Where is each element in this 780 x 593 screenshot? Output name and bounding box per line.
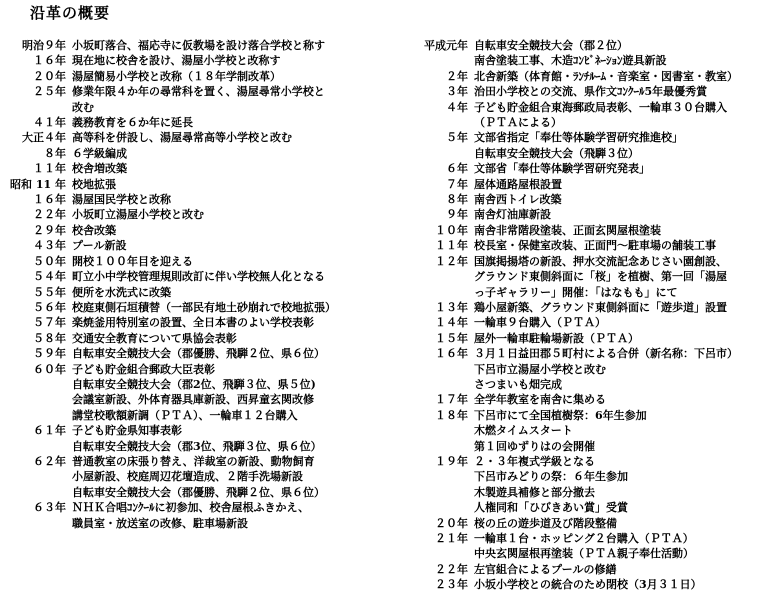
entry-year: １３年 [435,300,468,314]
history-entry [2,377,407,392]
entry-text: 子ども貯金組合郵政大臣表彰 [72,362,215,376]
history-entry [2,285,407,300]
entry-year: １１年 [435,239,468,253]
entry-text: プール新設 [72,239,127,253]
history-entry [404,562,778,577]
entry-year: １７年 [435,393,468,407]
entry-year: ６２年 [33,454,66,468]
entry-year: ２２年 [33,208,66,222]
entry-text: 校舎増改築 [72,162,127,176]
history-entry [2,439,407,454]
history-entry [404,38,778,53]
entry-text: 町立小中学校管理規則改訂に伴い学校無人化となる [72,270,325,284]
entry-year: １９年 [435,454,468,468]
entry-text: 会議室新設、外体育器具庫新設、西昇童玄関改修 [72,393,314,407]
entry-text: 一輪車１台・ホッピング２台購入（ＰＴＡ） [474,532,694,545]
history-entry [2,53,407,68]
entry-text: 校長室・保健室改装、正面門～駐車場の舗装工事 [474,239,716,253]
entry-text: ＮＨＫ合唱ｺﾝｸｰﾙに初参加、校舎屋根ふきかえ、 [72,501,310,515]
history-entry [404,546,778,561]
history-entry [2,207,407,222]
history-entry [404,408,778,423]
history-entry [2,130,407,145]
history-entry [2,177,407,192]
entry-year: １４年 [435,316,468,330]
history-entry [404,146,778,161]
entry-text: さつまいも畑完成 [474,377,562,391]
entry-text: 木製遊具補修と部分撤去 [474,485,595,499]
entry-year: １６年 [33,54,66,68]
entry-year: ８年 [44,146,66,160]
entry-text: 南舎塗装工事、木造ｺﾝﾋﾞﾈｰｼｮﾝ遊具新設 [474,54,667,68]
entry-year: ４３年 [33,239,66,253]
entry-year: ３年 [446,85,468,99]
history-column-left [2,38,407,531]
entry-text: 高等科を併設し、湯屋尋常高等小学校と改む [72,131,292,145]
entry-text: 校舎改築 [72,223,116,237]
entry-text: 楽焼釜用特別室の設置、全日本書のよい学校表彰 [72,316,314,330]
history-entry [404,346,778,361]
history-entry [2,146,407,161]
history-entry [404,269,778,284]
entry-year: ２年 [446,69,468,83]
entry-text: グラウンド東側斜面に「桜」を植樹、第一回「湯屋 [474,270,727,284]
history-entry [404,423,778,438]
entry-year: ５８年 [33,331,66,345]
entry-text: 屋外一輪車駐輪場新設（ＰＴＡ） [474,331,639,345]
entry-year: ２５年 [33,85,66,99]
history-entry [2,392,407,407]
history-entry [2,408,407,423]
entry-text: 木燃タイムスタート [474,424,573,438]
entry-text: 開校１００年目を迎える [72,254,193,268]
history-entry [404,84,778,99]
history-entry [404,100,778,115]
entry-year: １５年 [435,331,468,345]
history-entry [2,223,407,238]
entry-year: 明治９年 [22,39,66,52]
history-entry [404,192,778,207]
history-entry [404,207,778,222]
entry-text: 修業年限４か年の尋常科を置く、湯屋尋常小学校と [72,85,325,99]
history-column-right [404,38,778,593]
entry-text: 現在地に校舎を設け、湯屋小学校と改称す [72,54,281,68]
entry-year: ５５年 [33,285,66,299]
history-entry [404,130,778,145]
entry-year: １０年 [435,223,468,237]
history-entry [404,331,778,346]
entry-text: 自転車安全競技大会（郡3位、飛騨３位、県６位） [72,439,322,453]
entry-year: 大正４年 [22,131,66,145]
history-entry [404,469,778,484]
entry-text: 校地拡張 [72,177,116,191]
entry-year: ７年 [446,177,468,191]
entry-text: ３月１日益田郡５町村による合併（新名称：下呂市） [474,347,738,361]
entry-text: 改む [72,100,94,114]
history-entry [404,454,778,469]
history-entry [2,161,407,176]
entry-text: 自転車安全競技大会（郡優勝、飛騨２位、県６位） [72,485,325,499]
entry-year: １６年 [435,347,468,361]
entry-year: ５７年 [33,316,66,330]
entry-year: ６０年 [33,362,66,376]
entry-year: ４１年 [33,116,66,130]
history-entry [404,439,778,454]
entry-text: 小坂町落合、福応寺に仮教場を設け落合学校と称す [72,39,325,52]
entry-text: 桜の丘の遊歩道及び階段整備 [474,516,617,530]
entry-year: １１年 [33,162,66,176]
entry-text: 第１回ゆずりはの会開催 [474,439,595,453]
entry-year: ６１年 [33,424,66,438]
history-entry [2,331,407,346]
entry-text: 自転車安全競技大会（郡2位、飛騨３位、県５位) [72,377,316,391]
entry-year: 平成元年 [424,39,468,52]
entry-year: ２３年 [435,578,468,592]
entry-year: 昭和 11 年 [10,177,66,191]
entry-text: 人権同和「ひびきあい賞」受賞 [474,501,628,515]
history-entry [404,115,778,130]
history-entry [2,254,407,269]
history-entry [404,531,778,546]
entry-text: 全学年教室を南舎に集める [474,393,606,407]
entry-year: ５４年 [33,270,66,284]
entry-year: ５９年 [33,347,66,361]
entry-year: １２年 [435,254,468,268]
entry-text: 小屋新設、校庭周辺花壇造成、２階手洗場新設 [72,470,303,484]
entry-text: 一輪車９台購入（ＰＴＡ） [474,316,606,330]
history-entry [404,161,778,176]
entry-text: 便所を水洗式に改築 [72,285,171,299]
history-entry [404,392,778,407]
history-entry [2,84,407,99]
entry-text: 南舎非常階段塗装、正面玄関屋根塗装 [474,223,661,237]
entry-text: 子ども貯金組合東海郵政局表彰、一輪車３０台購入 [474,100,727,114]
history-entry [404,254,778,269]
entry-year: １６年 [33,193,66,207]
entry-text: 自転車安全競技大会（飛騨３位） [474,146,639,160]
entry-text: 治田小学校との交流、県作文ｺﾝｸｰﾙ5年最優秀賞 [474,85,708,99]
history-entry [2,500,407,515]
entry-text: ２・３年複式学級となる [474,454,595,468]
history-entry [404,500,778,515]
history-entry [2,238,407,253]
history-entry [2,454,407,469]
history-entry [404,362,778,377]
entry-text: 鶏小屋新築、グラウンド東側斜面に「遊歩道」設置 [474,300,727,314]
entry-text: っ子ギャラリー」開催：「はなもも」にて [474,285,678,299]
history-entry [404,223,778,238]
entry-text: 国旗掲揚塔の新設、押水交流記念あじさい園創設、 [474,254,727,268]
history-entry [2,100,407,115]
entry-text: 交通安全教育について県協会表彰 [72,331,237,345]
history-entry [2,69,407,84]
entry-text: 小坂町立湯屋小学校と改む [72,208,204,222]
entry-year: ８年 [446,193,468,207]
entry-text: 下呂市立湯屋小学校と改む [474,362,606,376]
entry-year: ２０年 [33,69,66,83]
history-entry [404,53,778,68]
history-entry [2,315,407,330]
entry-year: ２０年 [435,516,468,530]
entry-text: 文部省指定「奉仕等体験学習研究推進校」 [474,131,683,145]
history-entry [404,177,778,192]
history-entry [404,300,778,315]
history-entry [2,362,407,377]
entry-text: 講堂校歌額新調（ＰＴＡ）、一輪車１２台購入 [72,408,298,422]
entry-text: 校庭東側石垣積替（一部民有地土砂崩れで校地拡張） [72,300,336,314]
entry-text: 自転車安全競技大会（郡２位） [474,39,628,52]
entry-year: ５０年 [33,254,66,268]
entry-text: （ＰＴＡによる） [474,116,562,130]
history-entry [2,346,407,361]
entry-text: 小坂小学校との統合のため閉校（3月３１日） [474,578,702,592]
entry-text: 南舎灯油庫新設 [474,208,551,222]
entry-year: ２９年 [33,223,66,237]
entry-text: 子ども貯金県知事表彰 [72,424,182,438]
history-entry [2,192,407,207]
entry-text: 下呂市みどりの祭：６年生参加 [474,470,628,484]
history-entry [2,423,407,438]
entry-text: 下呂市にて全国植樹祭：6年生参加 [474,408,647,422]
entry-text: 中央玄関屋根再塗装（ＰＴＡ親子奉仕活動） [474,547,694,561]
entry-text: 左官組合によるプールの修繕 [474,562,617,576]
history-entry [2,269,407,284]
history-entry [404,69,778,84]
history-entry [2,516,407,531]
entry-year: ２１年 [435,532,468,545]
history-entry [2,485,407,500]
entry-text: 南舎西トイレ改築 [474,193,562,207]
entry-year: ６３年 [33,501,66,515]
history-entry [2,469,407,484]
history-entry [2,300,407,315]
entry-text: 自転車安全競技大会（郡優勝、飛騨２位、県６位） [72,347,325,361]
entry-text: 義務教育を６か年に延長 [72,116,193,130]
entry-year: ６年 [446,162,468,176]
history-entry [404,377,778,392]
entry-text: 湯屋国民学校と改称 [72,193,171,207]
entry-year: ９年 [446,208,468,222]
history-entry [404,285,778,300]
history-entry [404,315,778,330]
entry-year: ５年 [446,131,468,145]
history-entry [404,577,778,592]
entry-text: 文部省「奉仕等体験学習研究発表」 [474,162,650,176]
entry-year: １８年 [435,408,468,422]
history-entry [404,485,778,500]
entry-text: 湯屋簡易小学校と改称（１８年学制改革） [72,69,281,83]
history-entry [404,238,778,253]
entry-year: ５６年 [33,300,66,314]
entry-text: 北舎新築（体育館・ﾗﾝﾁﾙｰﾑ・音楽室・図書室・教室） [474,69,738,83]
history-entry [2,115,407,130]
entry-text: ６学級編成 [72,146,127,160]
entry-text: 職員室・放送室の改修、駐車場新設 [72,516,248,530]
page-title: 沿革の概要 [30,4,111,22]
entry-text: 屋体通路屋根設置 [474,177,562,191]
entry-text: 普通教室の床張り替え、洋裁室の新設、動物飼育 [72,454,315,468]
entry-year: ４年 [446,100,468,114]
history-entry [404,516,778,531]
entry-year: ２２年 [435,562,468,576]
history-entry [2,38,407,53]
